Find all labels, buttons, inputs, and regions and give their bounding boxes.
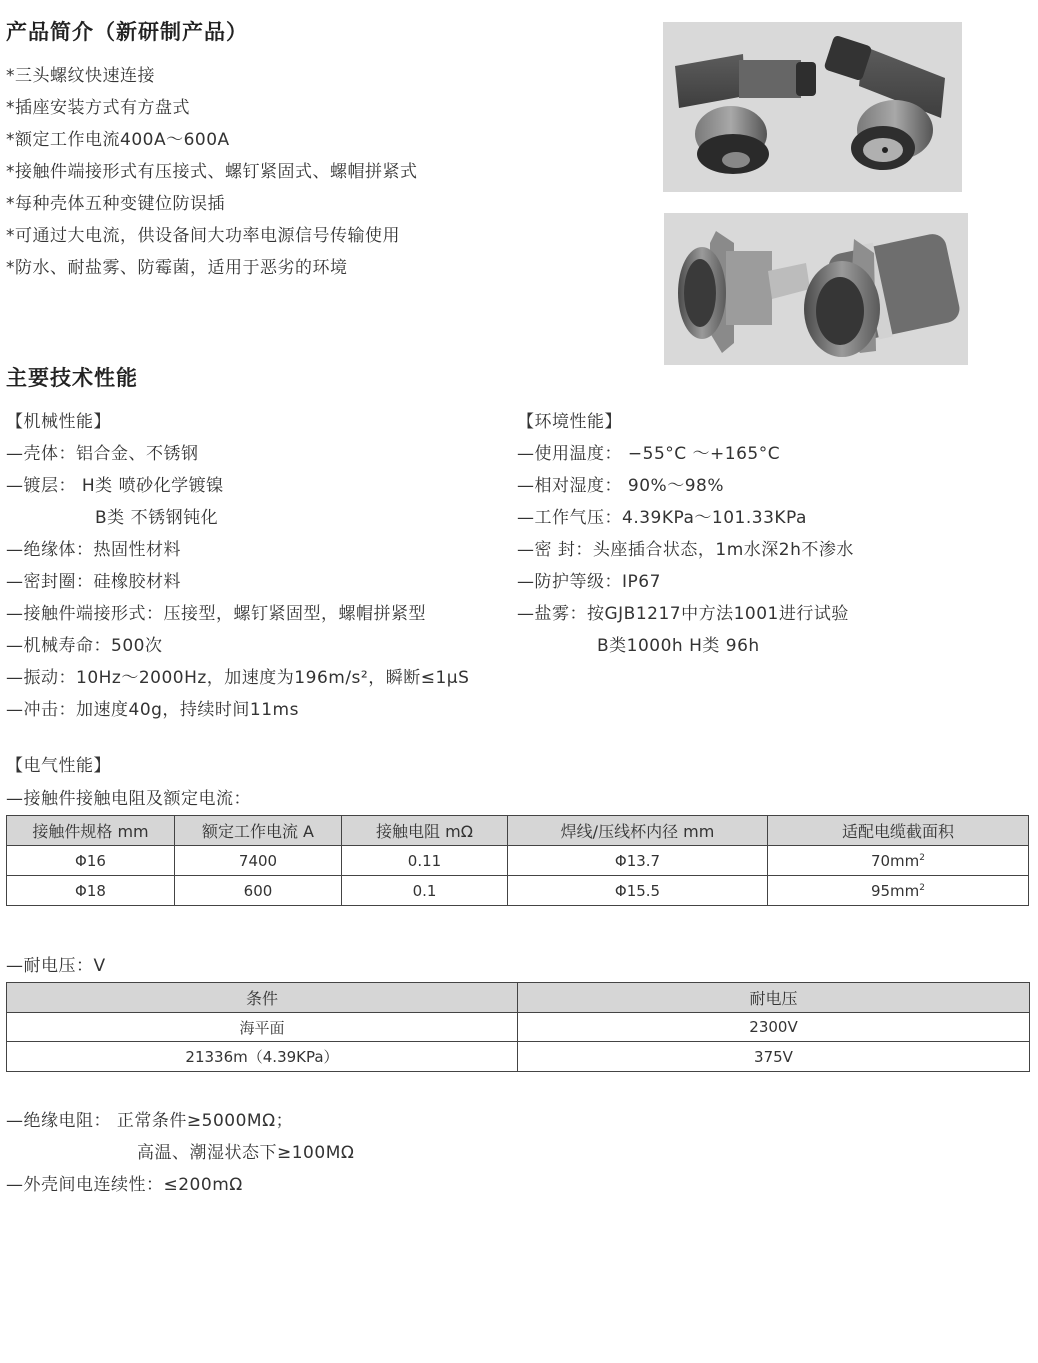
table-cell: 375V: [518, 1042, 1030, 1072]
insulation-line: —外壳间电连续性：≤200mΩ: [6, 1175, 243, 1195]
column-header: 耐电压: [518, 983, 1030, 1013]
insulation-line: —绝缘电阻： 正常条件≥5000MΩ；: [6, 1111, 294, 1131]
intro-bullet: *额定工作电流400A～600A: [6, 130, 230, 150]
table-cell: 600: [175, 876, 342, 906]
table-row: [7, 1013, 1030, 1042]
mechanical-heading: 【机械性能】: [6, 412, 111, 432]
mechanical-line: B类 不锈钢钝化: [95, 508, 219, 528]
column-header: 额定工作电流 A: [175, 816, 342, 846]
column-header: 条件: [7, 983, 518, 1013]
insulation-line: 高温、潮湿状态下≥100MΩ: [137, 1143, 355, 1163]
table-header-row: [7, 983, 1030, 1013]
mechanical-line: —机械寿命：500次: [6, 636, 163, 656]
electrical-heading: 【电气性能】: [6, 756, 111, 776]
product-photo-plugs: [663, 22, 962, 192]
column-header: 焊线/压线杯内径 mm: [508, 816, 768, 846]
environmental-line: —防护等级：IP67: [517, 572, 661, 592]
product-photo-receptacles: [664, 213, 968, 365]
contact-resistance-table: [6, 815, 1029, 906]
environmental-line: —相对湿度： 90%～98%: [517, 476, 724, 496]
superscript: 2: [919, 882, 926, 893]
environmental-line: B类1000h H类 96h: [597, 636, 760, 656]
environmental-heading: 【环境性能】: [517, 412, 622, 432]
mechanical-line: —镀层： H类 喷砂化学镀镍: [6, 476, 224, 496]
intro-title: 产品简介（新研制产品）: [6, 20, 248, 44]
intro-bullet: *防水、耐盐雾、防霉菌，适用于恶劣的环境: [6, 258, 348, 278]
environmental-line: —工作气压：4.39KPa～101.33KPa: [517, 508, 807, 528]
table-cell: Φ15.5: [508, 876, 768, 906]
mechanical-line: —密封圈：硅橡胶材料: [6, 572, 181, 592]
environmental-line: —盐雾：按GJB1217中方法1001进行试验: [517, 604, 849, 624]
table-cell: Φ16: [7, 846, 175, 876]
intro-bullet: *可通过大电流，供设备间大功率电源信号传输使用: [6, 226, 400, 246]
table-cell: 0.1: [342, 876, 508, 906]
connector-plug-illustration: [663, 22, 962, 192]
mechanical-line: —振动：10Hz～2000Hz，加速度为196m/s²，瞬断≤1μS: [6, 668, 470, 688]
table-cell: Φ18: [7, 876, 175, 906]
contact-table-caption: —接触件接触电阻及额定电流：: [6, 789, 251, 809]
column-header: 适配电缆截面积: [768, 816, 1029, 846]
table-cell: 2300V: [518, 1013, 1030, 1042]
column-header: 接触电阻 mΩ: [342, 816, 508, 846]
voltage-table-caption: —耐电压：V: [6, 956, 106, 976]
mechanical-line: —接触件端接形式：压接型，螺钉紧固型，螺帽拼紧型: [6, 604, 426, 624]
environmental-line: —使用温度： −55°C ～+165°C: [517, 444, 781, 464]
table-cell: Φ13.7: [508, 846, 768, 876]
table-row: [7, 846, 1029, 876]
table-cell: 海平面: [7, 1013, 518, 1042]
intro-bullet: *插座安装方式有方盘式: [6, 98, 190, 118]
table-row: [7, 1042, 1030, 1072]
table-cell: [768, 876, 1029, 906]
table-cell: 0.11: [342, 846, 508, 876]
specs-title: 主要技术性能: [6, 366, 138, 390]
intro-bullet: *每种壳体五种变键位防误插: [6, 194, 225, 214]
environmental-line: —密 封：头座插合状态，1m水深2h不渗水: [517, 540, 854, 560]
intro-bullet: *接触件端接形式有压接式、螺钉紧固式、螺帽拼紧式: [6, 162, 418, 182]
table-cell: 21336m（4.39KPa）: [7, 1042, 518, 1072]
withstand-voltage-table: [6, 982, 1030, 1072]
cable-area-value: 70mm: [870, 851, 920, 870]
cable-area-value: 95mm: [870, 881, 920, 900]
mechanical-line: —绝缘体：热固性材料: [6, 540, 181, 560]
intro-bullet: *三头螺纹快速连接: [6, 66, 155, 86]
superscript: 2: [919, 852, 926, 863]
mechanical-line: —冲击：加速度40g，持续时间11ms: [6, 700, 299, 720]
table-cell: 7400: [175, 846, 342, 876]
table-header-row: [7, 816, 1029, 846]
column-header: 接触件规格 mm: [7, 816, 175, 846]
connector-receptacle-illustration: [664, 213, 968, 365]
table-row: [7, 876, 1029, 906]
mechanical-line: —壳体：铝合金、不锈钢: [6, 444, 199, 464]
table-cell: [768, 846, 1029, 876]
